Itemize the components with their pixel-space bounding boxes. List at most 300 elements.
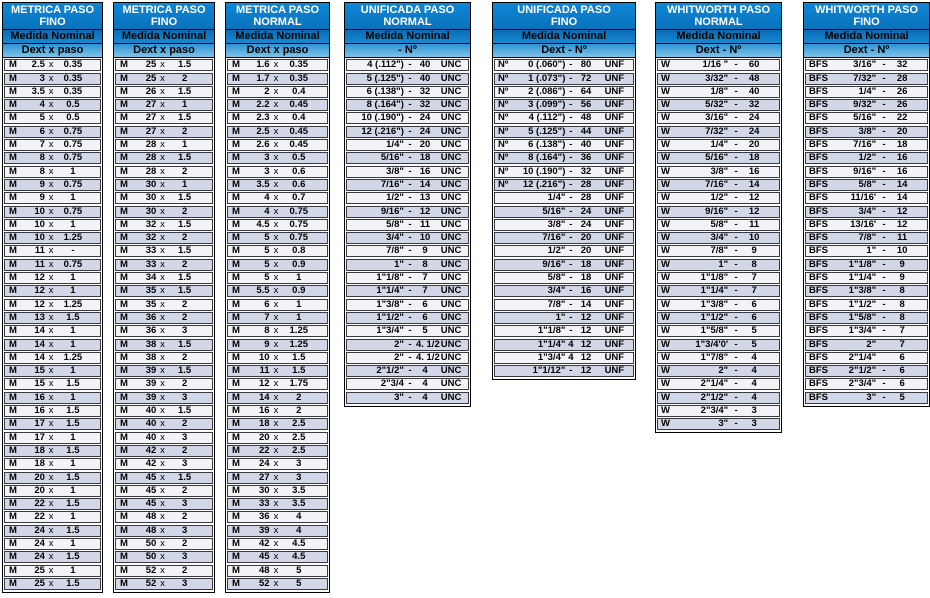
cell-value: 20: [580, 245, 592, 257]
cell-separator: x: [160, 178, 165, 190]
cell-value: 16: [580, 285, 592, 297]
cell-separator: x: [160, 537, 165, 549]
cell-prefix: M: [120, 245, 128, 257]
table-row: [494, 152, 634, 164]
cell-prefix: [495, 233, 510, 243]
cell-size: 1.7: [256, 72, 270, 84]
cell-separator: x: [48, 351, 54, 363]
cell-value: 2: [296, 405, 302, 417]
cell-size: 5: [264, 245, 270, 257]
cell-standard: [89, 60, 100, 70]
cell-standard: [200, 153, 212, 163]
cell-size: 2"3/4": [848, 378, 877, 390]
cell-prefix: M: [120, 551, 128, 563]
cell-standard: UNC: [440, 125, 462, 137]
cell-standard: UNC: [440, 391, 462, 403]
table-row: [115, 59, 213, 71]
cell-separator: -: [734, 112, 738, 124]
cell-value: 0.9: [292, 258, 306, 270]
table-title: [345, 3, 470, 30]
table-row: [227, 139, 328, 151]
cell-size: 40: [145, 418, 157, 430]
cell-prefix: [495, 300, 510, 310]
cell-prefix: M: [120, 152, 128, 164]
table-row: [657, 59, 780, 71]
cell-prefix: M: [232, 564, 240, 576]
cell-separator: -: [882, 272, 886, 284]
cell-standard: [315, 579, 327, 589]
cell-value: 1.5: [178, 285, 192, 297]
cell-value: 6: [422, 311, 428, 323]
cell-prefix: M: [232, 311, 240, 323]
cell-value: 1.5: [178, 192, 192, 204]
cell-size: 2"1/2": [376, 365, 404, 377]
cell-separator: x: [48, 537, 54, 549]
cell-size: 5/8": [858, 178, 877, 190]
table-row: [227, 445, 328, 457]
table-row: [4, 285, 101, 297]
cell-size: 5.5: [256, 285, 270, 297]
table-row: [227, 378, 328, 390]
thread-table-unificada-paso-fino: [492, 2, 636, 380]
table-row: [657, 259, 780, 271]
cell-standard: [200, 393, 212, 403]
cell-prefix: [495, 273, 510, 283]
table-subtitle: Medida Nominal: [226, 30, 329, 44]
cell-size: 22: [34, 511, 45, 523]
cell-prefix: M: [232, 325, 240, 337]
table-row: [115, 312, 213, 324]
table-row: [346, 73, 469, 85]
cell-standard: [89, 366, 100, 376]
cell-value: 10: [419, 232, 431, 244]
cell-standard: [200, 579, 212, 589]
cell-separator: x: [273, 99, 279, 111]
cell-standard: [764, 286, 779, 296]
cell-standard: [200, 207, 212, 217]
cell-size: 34: [145, 272, 157, 284]
cell-prefix: M: [232, 365, 240, 377]
cell-standard: [764, 366, 779, 376]
cell-separator: -: [734, 325, 738, 337]
cell-standard: UNC: [440, 218, 462, 230]
cell-size: 2"3/4: [380, 378, 404, 390]
cell-prefix: M: [120, 537, 128, 549]
table-row: [805, 299, 928, 311]
cell-value: 6: [751, 298, 757, 310]
cell-prefix: BFS: [809, 258, 828, 270]
cell-prefix: M: [9, 524, 17, 536]
cell-value: 10: [896, 245, 908, 257]
cell-prefix: M: [9, 391, 17, 403]
cell-prefix: M: [120, 471, 128, 483]
cell-value: 12: [580, 311, 592, 323]
cell-separator: -: [408, 205, 412, 217]
cell-value: 3: [181, 431, 188, 443]
cell-value: 8: [751, 258, 757, 270]
cell-standard: [315, 127, 327, 137]
cell-size: 7/8": [386, 245, 404, 257]
cell-prefix: BFS: [809, 125, 828, 137]
cell-prefix: BFS: [809, 325, 828, 337]
cell-size: 33: [145, 258, 157, 270]
cell-prefix: BFS: [809, 338, 828, 350]
cell-standard: [89, 167, 100, 177]
cell-separator: -: [734, 72, 738, 84]
cell-value: 1.5: [66, 311, 80, 323]
cell-size: 1": [394, 258, 404, 270]
table-row: [4, 206, 101, 218]
cell-separator: -: [569, 232, 573, 244]
table-row: [805, 126, 928, 138]
table-row: [346, 285, 469, 297]
cell-standard: UNF: [604, 325, 625, 337]
cell-prefix: BFS: [809, 298, 828, 310]
cell-separator: -: [408, 245, 412, 257]
cell-separator: x: [48, 498, 54, 510]
cell-value: 1: [296, 311, 302, 323]
cell-size: 30: [145, 178, 157, 190]
cell-size: 1": [555, 311, 566, 323]
table-row: [805, 325, 928, 337]
cell-prefix: W: [661, 245, 670, 257]
cell-standard: [200, 313, 212, 323]
cell-value: 1.5: [66, 551, 80, 563]
cell-separator: x: [48, 511, 54, 523]
cell-standard: [89, 353, 100, 363]
cell-size: 7: [264, 311, 270, 323]
table-row: [494, 99, 634, 111]
cell-separator: [876, 353, 892, 363]
table-row: [657, 245, 780, 257]
cell-prefix: M: [232, 112, 240, 124]
cell-value: 2: [181, 418, 188, 430]
cell-standard: [764, 246, 779, 256]
cell-separator: x: [273, 391, 279, 403]
table-row: [494, 112, 634, 124]
table-row: [115, 285, 213, 297]
cell-separator: x: [273, 405, 279, 417]
cell-size: 3/16": [705, 112, 729, 124]
cell-separator: -: [408, 112, 412, 124]
cell-separator: -: [734, 285, 738, 297]
cell-standard: [315, 286, 327, 296]
table-row: [115, 272, 213, 284]
table-row: [346, 139, 469, 151]
cell-prefix: Nº: [498, 85, 509, 97]
table-row: [4, 378, 101, 390]
table-row: [805, 59, 928, 71]
cell-separator: x: [48, 112, 54, 124]
cell-size: 9/16": [705, 205, 729, 217]
cell-separator: -: [569, 365, 573, 377]
cell-size: 2: [264, 85, 270, 97]
cell-size: 30: [145, 192, 157, 204]
cell-value: 22: [896, 112, 908, 124]
cell-size: 40: [145, 431, 157, 443]
cell-size: 8 (.164"): [366, 99, 404, 111]
cell-standard: [315, 326, 327, 336]
cell-size: 36: [259, 511, 270, 523]
cell-standard: UNF: [604, 232, 625, 244]
cell-size: 39: [145, 378, 157, 390]
cell-size: 14: [34, 351, 45, 363]
cell-prefix: M: [120, 418, 128, 430]
cell-prefix: M: [9, 378, 17, 390]
table-row: [346, 272, 469, 284]
cell-separator: x: [160, 139, 165, 151]
table-row: [494, 365, 634, 377]
cell-standard: [200, 340, 212, 350]
cell-size: 18: [34, 458, 45, 470]
cell-prefix: M: [9, 325, 17, 337]
cell-separator: -: [408, 325, 412, 337]
cell-standard: UNC: [440, 351, 462, 363]
cell-separator: x: [160, 218, 165, 230]
cell-size: 22: [34, 498, 45, 510]
cell-prefix: M: [232, 165, 240, 177]
table-row: [657, 126, 780, 138]
cell-separator: x: [273, 325, 279, 337]
table-row: [657, 192, 780, 204]
cell-separator: -: [734, 59, 738, 71]
cell-separator: x: [273, 498, 279, 510]
cell-value: 1: [70, 285, 76, 297]
cell-size: 52: [145, 577, 157, 589]
cell-prefix: M: [120, 311, 128, 323]
cell-standard: [89, 153, 100, 163]
cell-standard: [315, 552, 327, 562]
cell-prefix: W: [661, 139, 670, 151]
cell-separator: x: [160, 577, 165, 589]
table-row: [657, 325, 780, 337]
cell-value: 2: [181, 205, 188, 217]
cell-prefix: M: [232, 139, 240, 151]
cell-standard: [764, 100, 779, 110]
cell-prefix: M: [120, 444, 128, 456]
cell-standard: [89, 193, 100, 203]
cell-value: 0.35: [289, 59, 309, 71]
cell-separator: -: [408, 59, 412, 71]
cell-standard: [89, 566, 100, 576]
cell-prefix: Nº: [498, 125, 509, 137]
cell-prefix: [495, 207, 510, 217]
cell-separator: -: [882, 205, 886, 217]
table-row: [346, 112, 469, 124]
cell-standard: [315, 459, 327, 469]
cell-prefix: M: [120, 325, 128, 337]
cell-separator: -: [408, 232, 412, 244]
cell-value: 3: [181, 577, 188, 589]
cell-prefix: W: [661, 325, 670, 337]
cell-value: 2: [181, 72, 188, 84]
table-title: [3, 3, 102, 30]
cell-prefix: M: [120, 524, 128, 536]
cell-separator: x: [48, 405, 54, 417]
cell-value: 1: [70, 391, 76, 403]
table-row: [4, 432, 101, 444]
cell-standard: [200, 486, 212, 496]
cell-prefix: M: [232, 152, 240, 164]
cell-value: 1.5: [66, 524, 80, 536]
cell-separator: -: [408, 192, 412, 204]
cell-size: 10 (.190"): [361, 112, 404, 124]
cell-standard: [315, 419, 327, 429]
cell-prefix: M: [232, 245, 240, 257]
table-row: [805, 352, 928, 364]
cell-value: 12: [580, 338, 592, 350]
cell-standard: UNC: [440, 152, 462, 164]
cell-separator: -: [882, 165, 886, 177]
cell-standard: UNF: [604, 72, 625, 84]
cell-standard: [200, 353, 212, 363]
table-subtitle: Medida Nominal: [114, 30, 214, 44]
cell-value: 7: [899, 338, 905, 350]
cell-separator: x: [48, 378, 54, 390]
cell-separator: -: [882, 85, 886, 97]
cell-value: 40: [748, 85, 760, 97]
cell-separator: x: [48, 418, 54, 430]
column-header: Dext - Nº: [493, 44, 635, 58]
cell-prefix: M: [232, 484, 240, 496]
cell-separator: 4: [568, 351, 574, 363]
cell-standard: [200, 526, 212, 536]
cell-separator: x: [48, 365, 54, 377]
cell-separator: -: [569, 59, 573, 71]
cell-prefix: M: [120, 564, 128, 576]
cell-standard: [912, 246, 927, 256]
cell-size: 27: [259, 471, 270, 483]
cell-size: 35: [145, 285, 157, 297]
cell-size: 5: [39, 112, 45, 124]
table-row: [4, 152, 101, 164]
cell-size: 28: [145, 165, 157, 177]
cell-value: 0.35: [63, 59, 83, 71]
cell-separator: -: [408, 178, 412, 190]
table-row: [346, 192, 469, 204]
cell-prefix: M: [9, 351, 17, 363]
cell-size: 2.5: [31, 59, 45, 71]
cell-prefix: M: [232, 272, 240, 284]
cell-value: 12: [580, 365, 592, 377]
table-title-line1: METRICA PASO: [10, 4, 95, 16]
cell-size: 1"5/8": [700, 325, 729, 337]
cell-value: 4: [751, 351, 757, 363]
cell-size: 32: [145, 232, 157, 244]
cell-value: 4. 1/2: [415, 338, 440, 350]
cell-separator: -: [882, 139, 886, 151]
table-row: [227, 272, 328, 284]
table-row: [346, 179, 469, 191]
cell-standard: [764, 207, 779, 217]
cell-standard: [200, 167, 212, 177]
cell-value: 40: [580, 139, 592, 151]
cell-prefix: Nº: [498, 139, 509, 151]
cell-separator: x: [48, 458, 54, 470]
cell-standard: [315, 180, 327, 190]
table-row: [227, 525, 328, 537]
cell-prefix: M: [9, 405, 17, 417]
cell-prefix: W: [661, 258, 670, 270]
cell-size: 0 (.060"): [528, 59, 566, 71]
cell-standard: UNC: [440, 298, 462, 310]
table-row: [4, 232, 101, 244]
table-row: [115, 511, 213, 523]
cell-size: 7/16": [705, 178, 729, 190]
cell-value: 14: [896, 178, 908, 190]
cell-size: 4: [264, 192, 270, 204]
cell-value: 60: [748, 59, 760, 71]
cell-separator: -: [569, 325, 573, 337]
cell-size: 22: [259, 444, 270, 456]
cell-value: 3: [181, 391, 188, 403]
cell-standard: [764, 233, 779, 243]
cell-prefix: W: [661, 338, 670, 350]
table-row: [657, 299, 780, 311]
cell-separator: -: [882, 285, 886, 297]
cell-prefix: M: [120, 112, 128, 124]
cell-standard: [200, 366, 212, 376]
cell-value: 5: [296, 564, 302, 576]
cell-size: 5 (.125"): [528, 125, 566, 137]
cell-separator: x: [48, 218, 54, 230]
cell-standard: [89, 526, 100, 536]
cell-prefix: M: [120, 511, 128, 523]
table-row: [4, 485, 101, 497]
table-title-line1: METRICA PASO: [122, 4, 206, 16]
cell-prefix: Nº: [498, 112, 509, 124]
table-row: [4, 245, 101, 257]
cell-value: 2: [181, 511, 188, 523]
cell-prefix: [495, 353, 510, 363]
table-row: [227, 259, 328, 271]
cell-size: 12: [34, 272, 45, 284]
cell-standard: [200, 127, 212, 137]
table-row: [346, 325, 469, 337]
cell-size: 3/4": [710, 232, 729, 244]
cell-value: 2: [181, 165, 188, 177]
cell-value: 4: [296, 511, 302, 523]
cell-standard: [315, 260, 327, 270]
cell-standard: [764, 273, 779, 283]
cell-size: 7/16": [853, 139, 877, 151]
table-row: [4, 525, 101, 537]
cell-size: 16: [34, 391, 45, 403]
cell-separator: -: [734, 139, 738, 151]
cell-separator: -: [734, 245, 738, 257]
cell-value: 24: [419, 125, 431, 137]
cell-separator: x: [48, 258, 54, 270]
table-subtitle: Medida Nominal: [3, 30, 102, 44]
cell-standard: [764, 260, 779, 270]
cell-prefix: M: [120, 378, 128, 390]
table-row: [227, 551, 328, 563]
cell-value: 0.75: [63, 139, 83, 151]
cell-value: 18: [748, 152, 760, 164]
table-row: [346, 245, 469, 257]
cell-value: 4.5: [292, 551, 306, 563]
cell-size: 1"3/4": [848, 325, 877, 337]
cell-value: 0.75: [63, 152, 83, 164]
cell-separator: x: [160, 245, 165, 257]
table-row: [805, 312, 928, 324]
cell-standard: [200, 433, 212, 443]
cell-value: 3: [751, 418, 757, 430]
cell-separator: x: [160, 351, 165, 363]
cell-standard: [315, 499, 327, 509]
cell-value: 48: [580, 112, 592, 124]
cell-value: 80: [580, 59, 592, 71]
